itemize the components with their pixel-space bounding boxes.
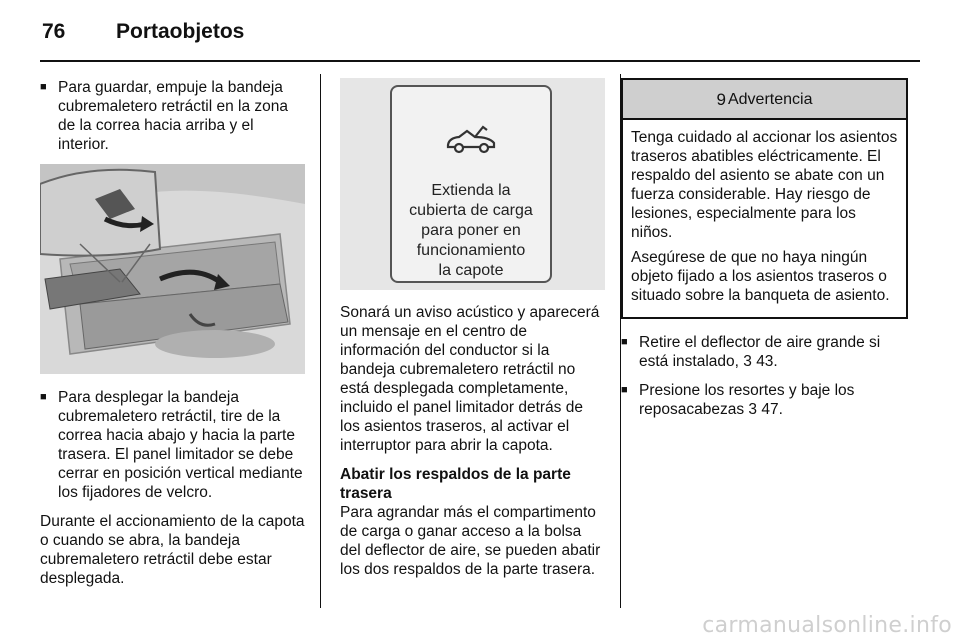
display-message-figure bbox=[340, 78, 605, 290]
warning-box bbox=[621, 78, 908, 319]
paragraph-operation-note: Durante el accionamiento de la capota o cuando se abra, la bandeja cubremaletero retráctil debe estar desplegada. bbox=[40, 513, 305, 587]
warning-icon: 9 bbox=[716, 89, 726, 109]
warning-header bbox=[623, 80, 906, 120]
watermark: carmanualsonline.info bbox=[702, 613, 952, 638]
page-header bbox=[0, 0, 960, 62]
warning-paragraph-1: Tenga cuidado al accionar los asientos traseros abatibles eléctricamente. El respaldo del asiento se abate con un fuerza considerable. Hay riesgo de lesiones, especialmente para los niños. bbox=[631, 129, 898, 241]
display-message-panel bbox=[390, 85, 552, 283]
column-divider-left bbox=[320, 74, 321, 608]
warning-body bbox=[623, 120, 906, 317]
warning-title: Advertencia bbox=[727, 90, 813, 108]
column-middle bbox=[340, 78, 605, 589]
bullet-lower-headrests: ■ Presione los resortes y baje los reposacabezas 3 47. bbox=[621, 381, 906, 419]
bullet-deploy-cover: ■ Para desplegar la bandeja cubremaletero retráctil, tire de la correa hacia abajo y hacia la parte trasera. El panel limitador se debe cerrar en posición vertical mediante los fijadores de velcro. bbox=[40, 388, 305, 502]
trunk-photo bbox=[40, 164, 305, 374]
bullet-store-cover: ■ Para guardar, empuje la bandeja cubremaletero retráctil en la zona de la correa hacia arriba y el interior. bbox=[40, 78, 305, 154]
paragraph-fold-seatbacks: Para agrandar más el compartimento de carga o ganar acceso a la bolsa del deflector de aire, se pueden abatir los dos respaldos de la parte trasera. bbox=[340, 504, 601, 578]
convertible-car-icon bbox=[445, 123, 497, 155]
warning-paragraph-2: Asegúrese de que no haya ningún objeto fijado a los asientos traseros o situado sobre la banqueta de asiento. bbox=[631, 249, 890, 304]
column-right bbox=[621, 78, 906, 429]
display-message-text: Extienda la cubierta de carga para poner en funcionamiento la capote bbox=[409, 182, 533, 279]
column-left bbox=[40, 78, 305, 598]
bullet-remove-deflector: ■ Retire el deflector de aire grande si está instalado, 3 43. bbox=[621, 333, 906, 371]
page-title: Portaobjetos bbox=[116, 20, 245, 43]
subheading-fold-seatbacks: Abatir los respaldos de la parte trasera bbox=[340, 466, 571, 502]
page-number: 76 bbox=[42, 20, 66, 43]
paragraph-warning-chime: Sonará un aviso acústico y aparecerá un mensaje en el centro de información del conductor si la bandeja cubremaletero retráctil no está desplegada completamente, incluido el panel limitador detrás de los asientos traseros, al activar el interruptor para abrir la capota. bbox=[340, 304, 600, 454]
header-rule bbox=[40, 60, 920, 62]
